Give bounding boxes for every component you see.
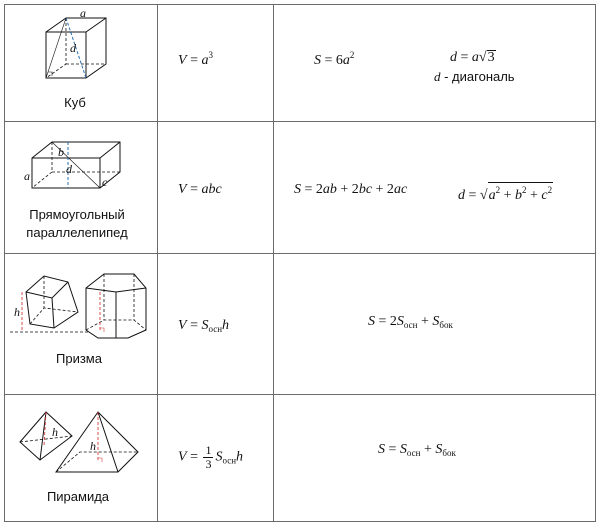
cube-edge-label: a [80,10,86,20]
column-divider-1 [157,4,158,522]
parallelepiped-label-d: d [66,162,72,176]
cube-diagonal-note: d - диагональ [434,69,515,84]
parallelepiped-name-line-1: Прямоугольный [29,207,125,222]
prism-volume-formula: $V = S_{осн}h$ [178,318,230,334]
row-divider-1 [4,121,596,122]
cube-volume-formula: $V = a^3$ [178,50,213,68]
cube-figure [40,10,120,90]
pyramid-height-label-right: h [90,439,96,453]
parallelepiped-volume-formula: V = abc [178,182,222,197]
parallelepiped-diagonal-formula: $d = √a^2 + b^2 + c^2$ [458,182,553,204]
prism-figure [8,268,153,340]
prism-surface-formula: $S = 2S_{осн} + S_{бок}$ [368,314,453,330]
parallelepiped-label-c: c [102,175,108,189]
pyramid-height-label-left: h [52,425,58,439]
column-divider-2 [273,4,274,522]
pyramid-volume-formula: V = $\frac{1}{3}$ $S_{осн}h$ [178,443,244,471]
prism-height-label-left: h [14,305,20,319]
row-divider-2 [4,253,596,254]
cube-surface-formula: $S = 6a^2$ [314,50,355,68]
parallelepiped-surface-formula: S = 2ab + 2bc + 2ac [294,182,408,197]
prism-name: Призма [56,351,102,366]
pyramid-figure [14,406,144,476]
row-divider-3 [4,394,596,395]
cube-name: Куб [64,95,86,110]
cube-diagonal-formula: d = a√3 [450,50,495,65]
pyramid-name: Пирамида [46,489,110,504]
parallelepiped-label-b: b [58,145,64,159]
parallelepiped-label-a: a [24,169,30,183]
parallelepiped-name-line-2: параллелепипед [26,225,128,240]
parallelepiped-figure [20,128,130,194]
cube-diagonal-label: d [70,41,76,55]
pyramid-surface-formula: $S = S_{осн} + S_{бок}$ [378,442,456,458]
